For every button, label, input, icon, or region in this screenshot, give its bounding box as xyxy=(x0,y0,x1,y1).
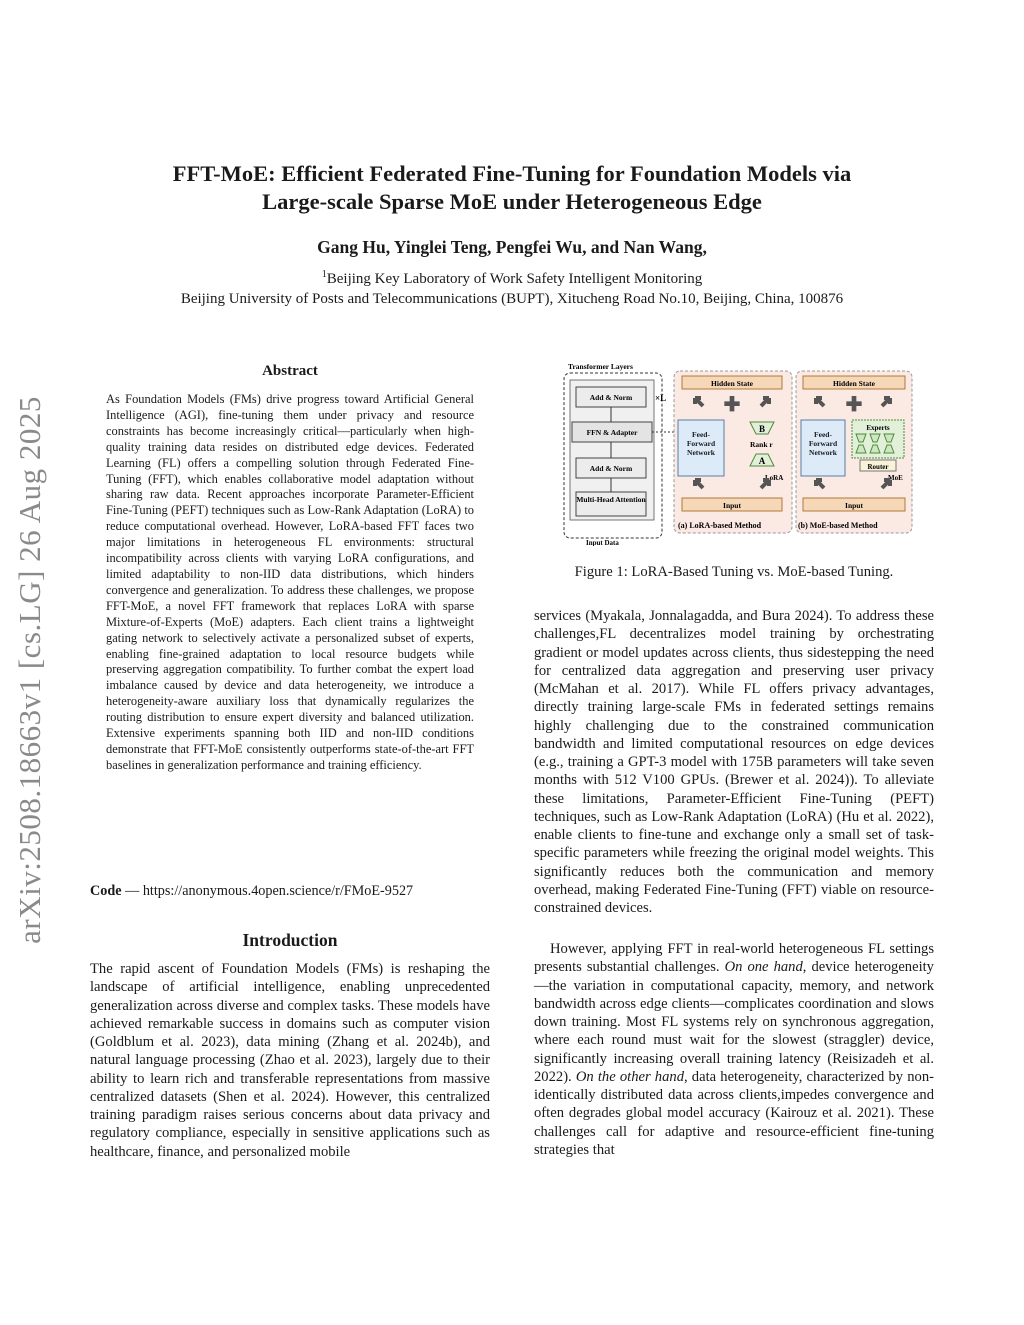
introduction-heading: Introduction xyxy=(242,930,338,950)
code-label: Code xyxy=(90,883,122,899)
layer-label-4: Multi-Head Attention xyxy=(576,495,646,504)
figure-1 xyxy=(562,360,914,546)
abstract-text: As Foundation Models (FMs) drive progress toward Artificial General Intelligence (AGI), fine-tuning them under privacy and resource constraints has become increasingly critical—particularly when high-quality training data resides on distributed edge devices. Federated Learning (FL) offers a compelling solution through Federated Fine-Tuning (FFT), which enables collaborative model adaptation without sharing raw data. Recent approaches incorporate Parameter-Efficient Fine-Tuning (PEFT) techniques such as Low-Rank Adaptation (LoRA) to reduce computational overhead. However, LoRA-based FFT faces two major limitations in heterogeneous FL environments: structural incompatibility across clients with varying LoRA configurations, and limited adaptability to non-IID data distributions, which hinders convergence and generalization. To address these challenges, we propose FFT-MoE, a novel FFT framework that replaces LoRA with sparse Mixture-of-Experts (MoE) adapters. Each client trains a lightweight gating network to selectively activate a personalized subset of experts, enabling fine-grained adaptation to local resource budgets while preserving aggregation compatibility. To further combat the expert load imbalance caused by device and data heterogeneity, we introduce a heterogeneity-aware auxiliary loss that dynamically regularizes the routing distribution to ensure expert diversity and balanced utilization. Extensive experiments spanning both IID and non-IID conditions demonstrate that FFT-MoE consistently outperforms state-of-the-art FFT baselines in generalization performance and training efficiency. xyxy=(106,392,474,772)
code-link[interactable]: — https://anonymous.4open.science/r/FMoE-9527 xyxy=(121,883,414,899)
figure-caption: Figure 1: LoRA-Based Tuning vs. MoE-based Tuning. xyxy=(574,564,894,580)
affiliation-superscript: 1 xyxy=(321,269,327,280)
transformer-title: Transformer Layers xyxy=(568,362,633,371)
para2-part-2: , device heterogeneity—the variation in computational capacity, memory, and network bandwidth across edge clients—complicates coordination and slows down training. Most FL systems rely on synchronous aggregation, where each round must wait for the slowest (straggler) device, significantly increasing overall training latency (Reisizadeh et al. 2022). xyxy=(534,959,934,1085)
lora-b-label: B xyxy=(758,424,766,434)
authors: Gang Hu, Yinglei Teng, Pengfei Wu, and Nan Wang, xyxy=(317,237,707,257)
para2-part-3: , data heterogeneity, characterized by non-identically distributed data across clients,impedes convergence and often degrades global model accuracy (Kairouz et al. 2021). These challenges call for adaptive and resource-efficient fine-tuning strategies that xyxy=(534,1068,934,1158)
layer-label-1: Add & Norm xyxy=(589,393,633,402)
right-column-paragraph-2 xyxy=(534,940,934,1159)
para2-italic-1: On one hand xyxy=(724,959,803,976)
figure-diagram xyxy=(562,360,914,546)
panel-b-hidden-label: Hidden State xyxy=(833,379,875,388)
repeat-label: ×L xyxy=(655,393,667,403)
paper-title xyxy=(100,160,924,216)
panel-a-hidden-label: Hidden State xyxy=(711,379,753,388)
lora-a-label: A xyxy=(758,456,766,466)
panel-a-plus-icon: ✚ xyxy=(723,394,741,416)
affiliation xyxy=(100,265,924,309)
para2-italic-2: On the other hand xyxy=(575,1068,684,1085)
panel-a-input-label: Input xyxy=(723,501,741,510)
layer-label-3: Add & Norm xyxy=(589,464,633,473)
panel-b-plus-icon: ✚ xyxy=(845,394,863,416)
panel-a-caption: (a) LoRA-based Method xyxy=(678,521,762,530)
panel-b-caption: (b) MoE-based Method xyxy=(798,521,878,530)
para2-part-1: However, applying FFT in real-world heterogeneous FL settings presents substantial challenges. xyxy=(534,941,934,976)
introduction-text: The rapid ascent of Foundation Models (FMs) is reshaping the landscape of artificial intelligence, enabling unprecedented generalization across diverse and complex tasks. These models have achieved remarkable success in domains such as computer vision (Goldblum et al. 2023), data mining (Zhang et al. 2024b), and natural language processing (Zhao et al. 2023), largely due to their ability to learn rich and transferable representations from massive centralized datasets (Shen et al. 2024). However, this centralized training paradigm raises serious concerns about data privacy and regulatory compliance, especially in sensitive applications such as healthcare, finance, and personalized mobile xyxy=(90,961,490,1160)
title-line-2: Large-scale Sparse MoE under Heterogeneous Edge xyxy=(262,189,762,214)
panel-a-ffn-label: Feed-Forward Network xyxy=(686,430,716,457)
experts-label: Experts xyxy=(866,424,890,432)
layer-label-2: FFN & Adapter xyxy=(586,428,638,437)
router-label: Router xyxy=(867,463,889,471)
lora-tag: LoRA xyxy=(765,474,784,482)
panel-b-ffn-label: Feed-Forward Network xyxy=(808,430,838,457)
input-data-label: Input Data xyxy=(586,539,619,546)
panel-b-input-label: Input xyxy=(845,501,863,510)
right-column-paragraph-1: services (Myakala, Jonnalagadda, and Bura 2024). To address these challenges,FL decentralizes model training by orchestrating gradient or model updates across clients, thus sidestepping the need for centralized data aggregation and preserving user privacy (McMahan et al. 2017). While FL offers privacy advantages, directly training large-scale FMs in federated settings remains highly challenging due to the constrained communication bandwidth and limited computational resources on edge devices (e.g., training a GPT-3 model with 175B parameters will take seven months with 512 V100 GPUs. (Brewer et al. 2024)). To alleviate these limitations, Parameter-Efficient Fine-Tuning (PEFT) techniques, such as Low-Rank Adaptation (LoRA) (Hu et al. 2022), enable clients to fine-tune and exchange only a small set of task-specific parameters while freezing the original model weights. This significantly reduces both the communication and memory overhead, making Federated Fine-Tuning (FFT) viable on resource-constrained devices. xyxy=(534,608,934,916)
title-line-1: FFT-MoE: Efficient Federated Fine-Tuning for Foundation Models via xyxy=(172,161,852,186)
affiliation-line-2: Beijing University of Posts and Telecommunications (BUPT), Xitucheng Road No.10, Beijing, China, 100876 xyxy=(180,291,844,307)
moe-tag: MoE xyxy=(888,474,903,482)
arxiv-id: arXiv:2508.18663v1 [cs.LG] 26 Aug 2025 xyxy=(12,396,47,944)
affiliation-line-1: Beijing Key Laboratory of Work Safety Intelligent Monitoring xyxy=(326,271,703,287)
abstract-heading: Abstract xyxy=(262,363,318,379)
rank-label: Rank r xyxy=(750,440,773,449)
arxiv-stamp xyxy=(6,370,54,970)
code-line xyxy=(90,883,490,900)
